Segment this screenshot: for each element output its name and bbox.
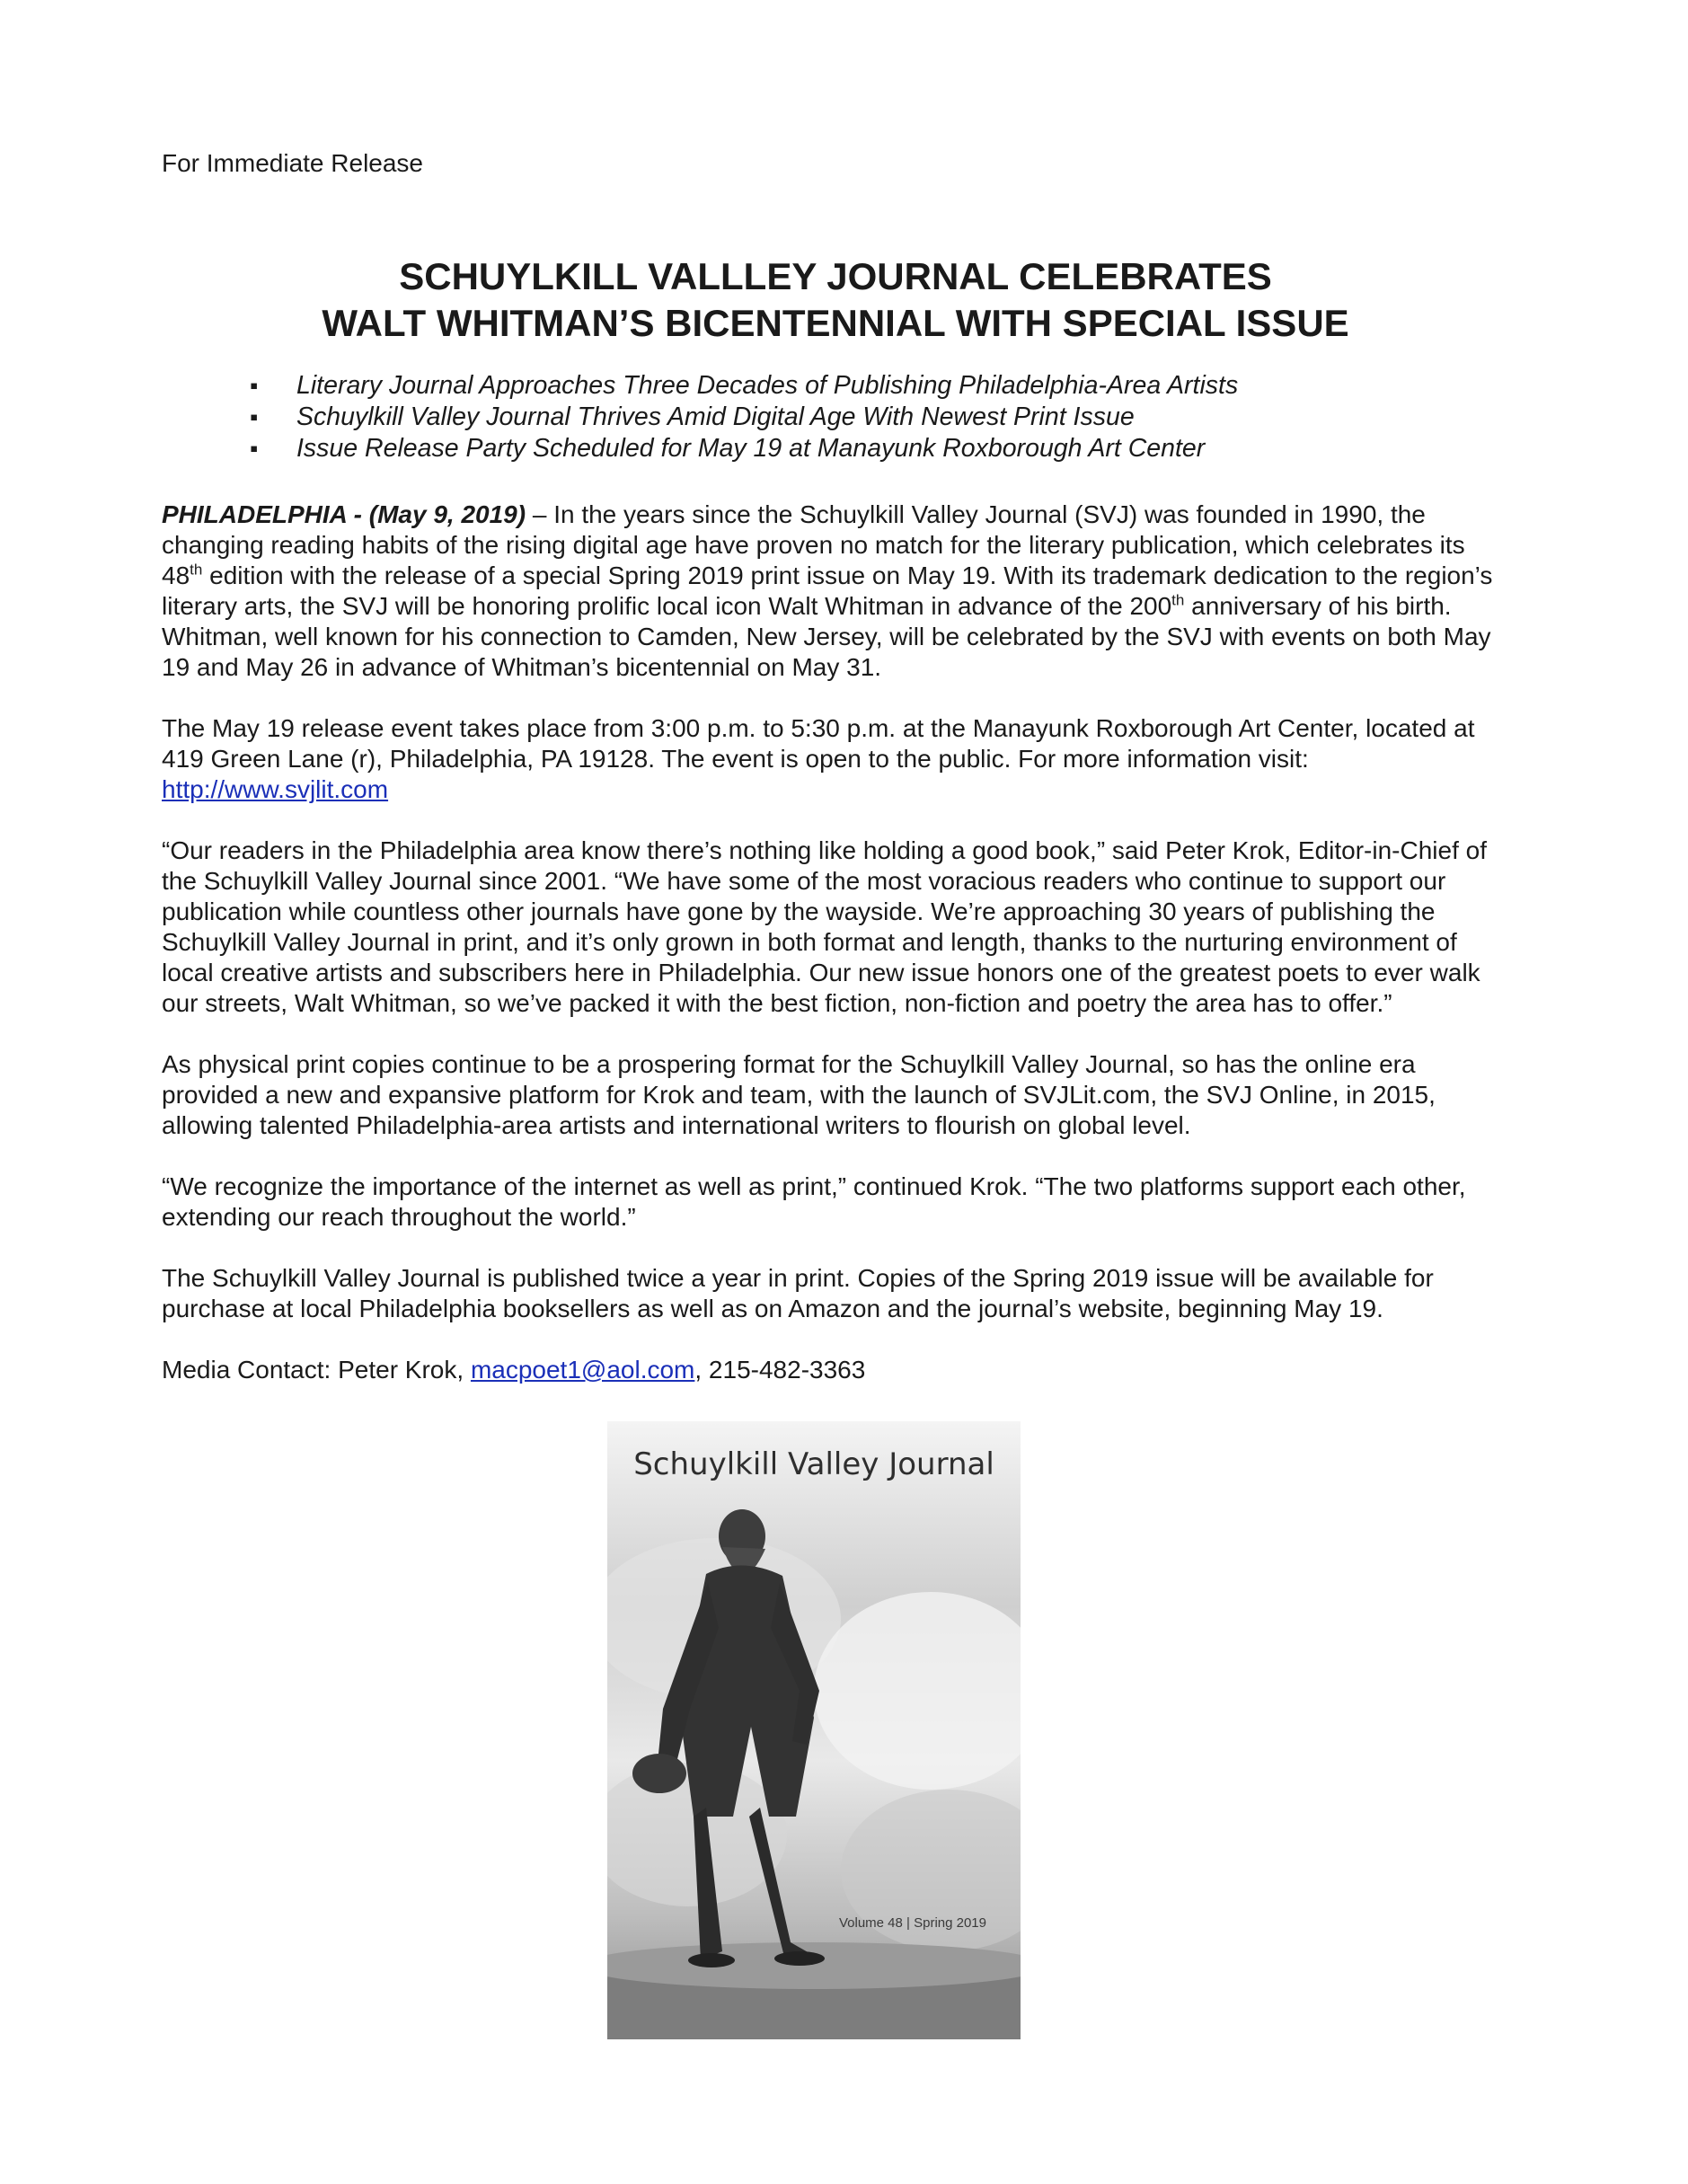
intro-text-c: anniversary of his birth. Whitman, well known for his connection to Camden, New Jersey, will be celebrated by the SVJ with events on both May 19 and May 26 in advance of Whitman’s bicentennial on May 31.: [162, 592, 1491, 681]
bullet-item: ▪ Issue Release Party Scheduled for May 19 at Manayunk Roxborough Art Center: [296, 433, 1238, 464]
statue-illustration: [607, 1421, 1021, 2039]
paragraph-availability: The Schuylkill Valley Journal is published twice a year in print. Copies of the Spring 2019 issue will be available for purchase at local Philadelphia booksellers as well as on Amazon and the journal’s website, beginning May 19.: [162, 1264, 1434, 1322]
contact-phone: , 215-482-3363: [694, 1356, 866, 1384]
body-text: [162, 500, 1500, 1416]
cover-title: Schuylkill Valley Journal: [633, 1446, 994, 1482]
email-link[interactable]: macpoet1@aol.com: [470, 1356, 695, 1384]
superscript-th: th: [190, 561, 203, 579]
intro-text-a: – In the years since the Schuylkill Valley Journal (SVJ) was founded in 1990, the changing reading habits of the rising digital age have proven no match for the literary publication, which celebrates its 48: [162, 500, 1465, 589]
paragraph-intro: [162, 500, 1500, 683]
media-contact: [162, 1355, 1500, 1385]
paragraph-online: As physical print copies continue to be a prospering format for the Schuylkill Valley Journal, so has the online era provided a new and expansive platform for Krok and team, with the launch of SVJLit.com, the SVJ Online, in 2015, allowing talented Philadelphia-area artists and international writers to flourish on global level.: [162, 1050, 1436, 1139]
superscript-th: th: [1171, 591, 1185, 609]
headline-line-1: SCHUYLKILL VALLLEY JOURNAL CELEBRATES: [399, 255, 1272, 297]
release-label: For Immediate Release: [162, 149, 424, 177]
dateline: PHILADELPHIA - (May 9, 2019): [162, 500, 526, 528]
contact-prefix: Media Contact: Peter Krok,: [162, 1356, 471, 1384]
bullet-item: ▪ Schuylkill Valley Journal Thrives Amid Digital Age With Newest Print Issue: [296, 402, 1238, 433]
website-link[interactable]: http://www.svjlit.com: [162, 775, 389, 803]
journal-cover-image: [607, 1421, 1021, 2039]
event-text: The May 19 release event takes place from 3:00 p.m. to 5:30 p.m. at the Manayunk Roxborough Art Center, located at 419 Green Lane (r), Philadelphia, PA 19128. The event is open to the public. For more information visit:: [162, 714, 1475, 773]
cover-volume: Volume 48 | Spring 2019: [838, 1915, 986, 1931]
paragraph-event: [162, 713, 1500, 805]
bullet-item: ▪ Literary Journal Approaches Three Decades of Publishing Philadelphia-Area Artists: [296, 370, 1238, 402]
bullet-list: [296, 370, 1238, 464]
intro-text-b: edition with the release of a special Spring 2019 print issue on May 19. With its trademark dedication to the region’s literary arts, the SVJ will be honoring prolific local icon Walt Whitman in advance of the 200: [162, 561, 1493, 620]
headline-line-2: WALT WHITMAN’S BICENTENNIAL WITH SPECIAL ISSUE: [322, 302, 1349, 344]
paragraph-quote-2: “We recognize the importance of the internet as well as print,” continued Krok. “The two platforms support each other, extending our reach throughout the world.”: [162, 1172, 1466, 1231]
headline: [162, 253, 1509, 347]
paragraph-quote: “Our readers in the Philadelphia area know there’s nothing like holding a good book,” said Peter Krok, Editor-in-Chief of the Schuylkill Valley Journal since 2001. “We have some of the most voracious readers who continue to support our publication while countless other journals have gone by the wayside. We’re approaching 30 years of publishing the Schuylkill Valley Journal in print, and it’s only grown in both format and length, thanks to the nurturing environment of local creative artists and subscribers here in Philadelphia. Our new issue honors one of the greatest poets to ever walk our streets, Walt Whitman, so we’ve packed it with the best fiction, non-fiction and poetry the area has to offer.”: [162, 836, 1487, 1017]
